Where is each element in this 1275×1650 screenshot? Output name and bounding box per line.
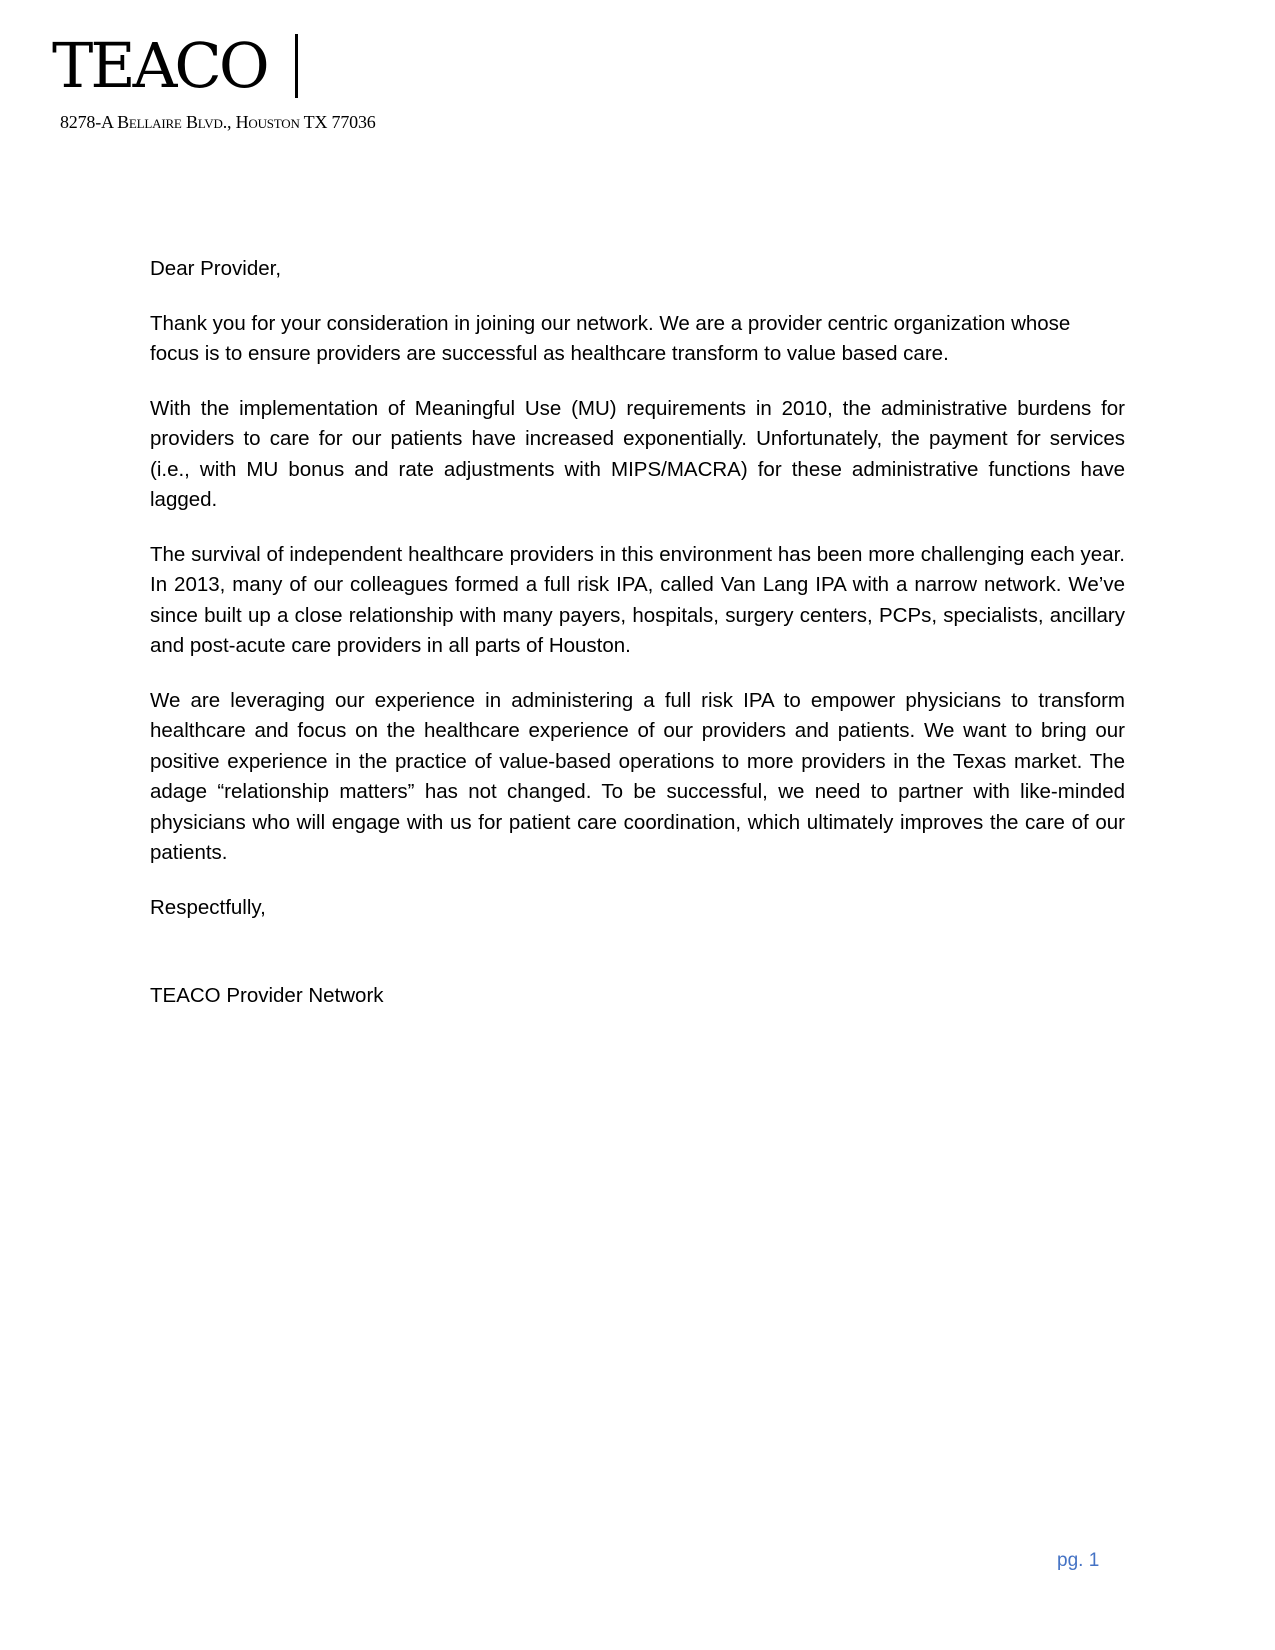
paragraph-4: We are leveraging our experience in administering a full risk IPA to empower physicians to transform healthcare and focus on the healthcare experience of our providers and patients. We want to bring our positive experience in the practice of value-based operations to more providers in the Texas market. The adage “relationship matters” has not changed. To be successful, we need to partner with like-minded physicians who will engage with us for patient care coordination, which ultimately improves the care of our patients. bbox=[150, 688, 1125, 864]
signature: TEACO Provider Network bbox=[150, 984, 384, 1007]
logo-divider bbox=[295, 34, 298, 98]
paragraph-3: The survival of independent healthcare providers in this environment has been more challenging each year. In 2013, many of our colleagues formed a full risk IPA, called Van Lang IPA with a narrow network. We’ve since built up a close relationship with many payers, hospitals, surgery centers, PCPs, specialists, ancillary and post-acute care providers in all parts of Houston. bbox=[150, 542, 1125, 657]
paragraph-2: With the implementation of Meaningful Use (MU) requirements in 2010, the administrative burdens for providers to care for our patients have increased exponentially. Unfortunately, the payment for services (i.e., with MU bonus and rate adjustments with MIPS/MACRA) for these administrative functions have lagged. bbox=[150, 396, 1125, 511]
page-number: pg. 1 bbox=[1057, 1550, 1100, 1571]
company-name: TEACO bbox=[52, 29, 267, 102]
letterhead bbox=[52, 30, 376, 133]
salutation: Dear Provider, bbox=[150, 257, 282, 280]
company-address: 8278-A Bellaire Blvd., Houston TX 77036 bbox=[60, 112, 376, 132]
paragraph-1: Thank you for your consideration in joining our network. We are a provider centric organization whose focus is to ensure providers are successful as healthcare transform to value based care. bbox=[150, 311, 1071, 365]
closing: Respectfully, bbox=[150, 895, 266, 919]
letter-body bbox=[150, 254, 1125, 1012]
logo bbox=[52, 30, 376, 102]
